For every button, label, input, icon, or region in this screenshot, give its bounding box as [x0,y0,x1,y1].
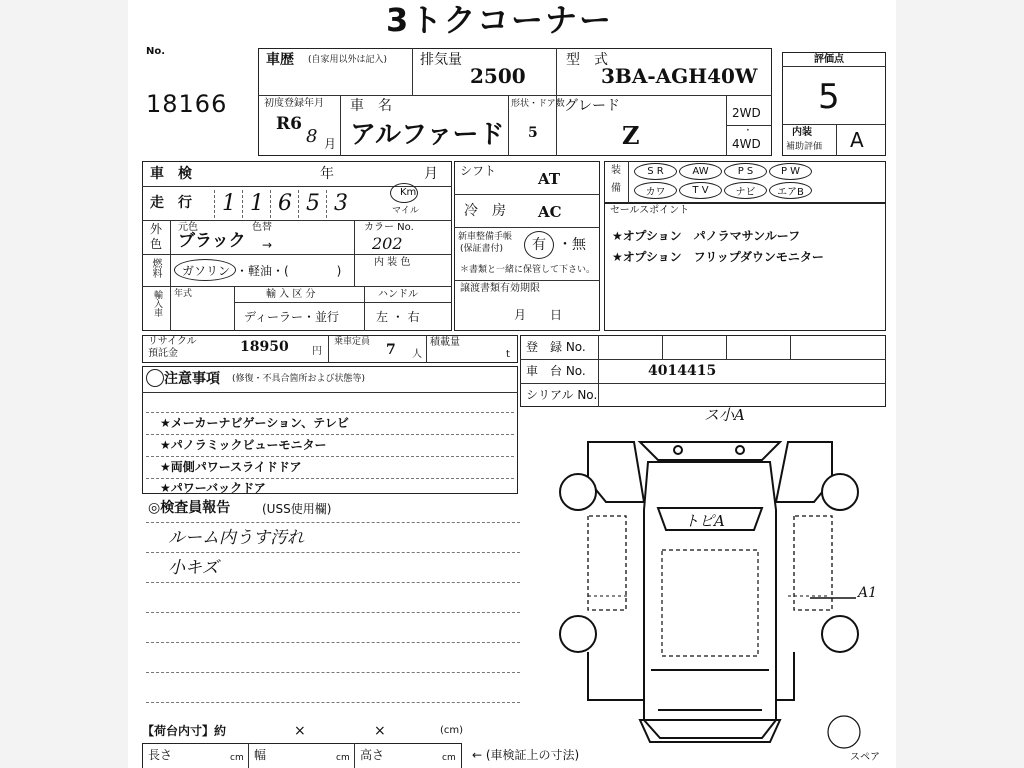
cargo-cm: (cm) [440,725,464,736]
fuel-gasoline: ガソリン [182,264,231,278]
handle-label: ハンドル [378,289,418,300]
inspector-line: ルーム内うす汚れ [168,528,304,548]
import-type-label: 輸 入 区 分 [266,289,316,300]
import-type-value: ディーラー・並行 [244,310,340,324]
inspector-line: 小キズ [168,558,219,578]
fuel-side: 燃料 [150,258,161,278]
load-label: 積載量 [430,337,460,348]
note-item: ★パノラミックビューモニター [160,438,327,452]
transfer-date: 月 日 [514,308,563,322]
reg-no-label: 登 録 No. [526,340,586,354]
score-value: 5 [818,77,840,117]
sales-point: ★オプション パノラマサンルーフ [612,229,801,243]
mileage-digit: 1 [242,190,271,218]
equipment-item: AW [679,163,722,180]
cargo-width-label: 幅 [254,748,267,762]
cargo-length-label: 長さ [148,748,173,762]
interior-color-label: 内 装 色 [374,257,411,268]
equipment-side-2: 備 [611,183,621,194]
note-item: ★両側パワースライドドア [160,460,302,474]
inspector-header-note: (USS使用欄) [262,502,332,516]
sales-point: ★オプション フリップダウンモニター [612,250,824,264]
auction-sheet [128,0,896,768]
spare-label: スペア [850,752,880,763]
lot-no-label: No. [146,46,166,57]
displacement-label: 排気量 [420,52,462,68]
equipment-item: ナビ [724,182,767,199]
shaken-month-unit: 月 [424,166,438,182]
notes-bullet-icon [146,369,164,387]
shift-label: シフト [460,164,497,178]
capacity-value: 7 [386,342,396,358]
cargo-x2: × [374,723,386,739]
notes-header: 注意事項 [164,371,220,387]
sales-points-box [604,203,886,331]
score-label: 評価点 [814,54,844,65]
cargo-height-label: 高さ [360,748,385,762]
equipment-item: P S [724,163,767,180]
color-value: ブラック [178,231,246,251]
diagram-note-roof: トピA [684,512,725,530]
import-side: 輸入車 [152,290,162,317]
history-note: (自家用以外は記入) [308,55,388,65]
displacement-value: 2500 [470,64,526,88]
diagram-note-top: ス小A [704,406,745,424]
mileage-mile-label: マイル [392,206,419,216]
manual-note: ＊書類と一緒に保管して下さい。 [460,265,596,275]
cargo-width-unit: cm [336,753,350,763]
fuel-other: ・軽油・( ) [236,264,342,278]
capacity-unit: 人 [412,349,422,360]
cargo-height-unit: cm [442,753,456,763]
grade-label: グレード [564,98,620,114]
cargo-cert-note: ← (車検証上の寸法) [472,748,580,762]
sheet-title: 3トクコーナー [386,1,613,39]
first-reg-month: 8 [306,126,318,147]
serial-no-label: シリアル No. [526,388,598,402]
manual-yes-circle [524,231,554,259]
recycle-label-2: 預託金 [148,348,178,359]
shaken-year-unit: 年 [320,166,334,182]
load-unit: t [506,349,510,360]
shift-value: AT [538,170,560,188]
history-label: 車歴 [266,52,294,68]
recycle-amount: 18950 [240,339,289,355]
notes-header-note: (修復・不具合箇所および状態等) [232,374,366,384]
equipment-item: T V [679,182,722,199]
mileage-km-label: Km [400,187,417,198]
doors-value: 5 [528,125,538,141]
import-year-label: 年式 [174,289,193,299]
equipment-row-1 [634,163,812,180]
mileage-digit: 3 [326,190,355,218]
diagram-note-side: A1 [858,585,878,601]
equipment-item: カワ [634,182,677,199]
mileage-digit: 1 [214,190,243,218]
equipment-row-2 [634,182,812,199]
color-no-label: カラー No. [364,222,414,233]
mileage-digit: 6 [270,190,299,218]
car-damage-diagram [548,420,868,760]
cargo-label: 【荷台内寸】約 [142,724,227,738]
sales-points-label: セールスポイント [610,205,690,216]
model-value: 3BA-AGH40W [601,64,758,88]
color-side-1: 外 [150,222,163,236]
color-arrow: → [262,238,273,252]
first-reg-label: 初度登録年月 [264,98,324,109]
cargo-x1: × [294,723,306,739]
drive-dot: · [746,123,750,137]
color-no-value: 202 [372,234,403,253]
interior-grade: A [850,128,864,152]
equipment-item: S R [634,163,677,180]
chassis-no-label: 車 台 No. [526,364,586,378]
first-reg-era: R6 [276,114,302,134]
color-side-2: 色 [150,237,163,251]
km-circle [390,183,418,203]
inspector-header: ◎検査員報告 [148,500,231,516]
lot-number: 18166 [146,90,228,118]
note-item: ★メーカーナビゲーション、テレビ [160,416,349,430]
car-name-value: アルファード [350,120,505,150]
cargo-length-unit: cm [230,753,244,763]
manual-label2: (保証書付) [460,244,504,254]
grade-value: Z [622,121,640,150]
fuel-circle [174,259,236,281]
mileage-digit: 5 [298,190,327,218]
equipment-item: P W [769,163,812,180]
handle-value: 左 ・ 右 [376,310,420,324]
ac-value: AC [538,203,562,221]
manual-label: 新車整備手帳 [458,232,513,242]
interior-label: 内装 [792,127,812,138]
recycle-yen: 円 [312,346,322,357]
note-item: ★パワーバックドア [160,481,266,495]
drive-4wd: 4WD [732,137,761,151]
ac-label: 冷 房 [464,203,506,219]
mileage-label: 走 行 [150,195,192,211]
recycle-table [142,335,518,363]
equipment-item: エアB [769,182,812,199]
orig-color-label: 元色 [178,222,198,233]
capacity-label: 乗車定員 [334,337,371,347]
chassis-no-value: 4014415 [648,363,717,379]
doors-label: 形状・ドア数 [511,99,565,109]
shaken-label: 車 検 [150,166,192,182]
equipment-side-1: 装 [611,165,621,176]
interior-label2: 補助評価 [786,142,823,152]
transfer-label: 譲渡書類有効期限 [460,283,540,294]
cargo-table [142,743,462,768]
model-label: 型 式 [566,52,608,68]
car-name-label: 車 名 [350,98,392,114]
manual-no: ・無 [558,237,586,253]
first-reg-month-unit: 月 [324,137,337,151]
drive-2wd: 2WD [732,106,761,120]
manual-yes: 有 [532,237,546,253]
color-change-label: 色替 [252,222,272,233]
recycle-label-1: リサイクル [148,336,197,347]
